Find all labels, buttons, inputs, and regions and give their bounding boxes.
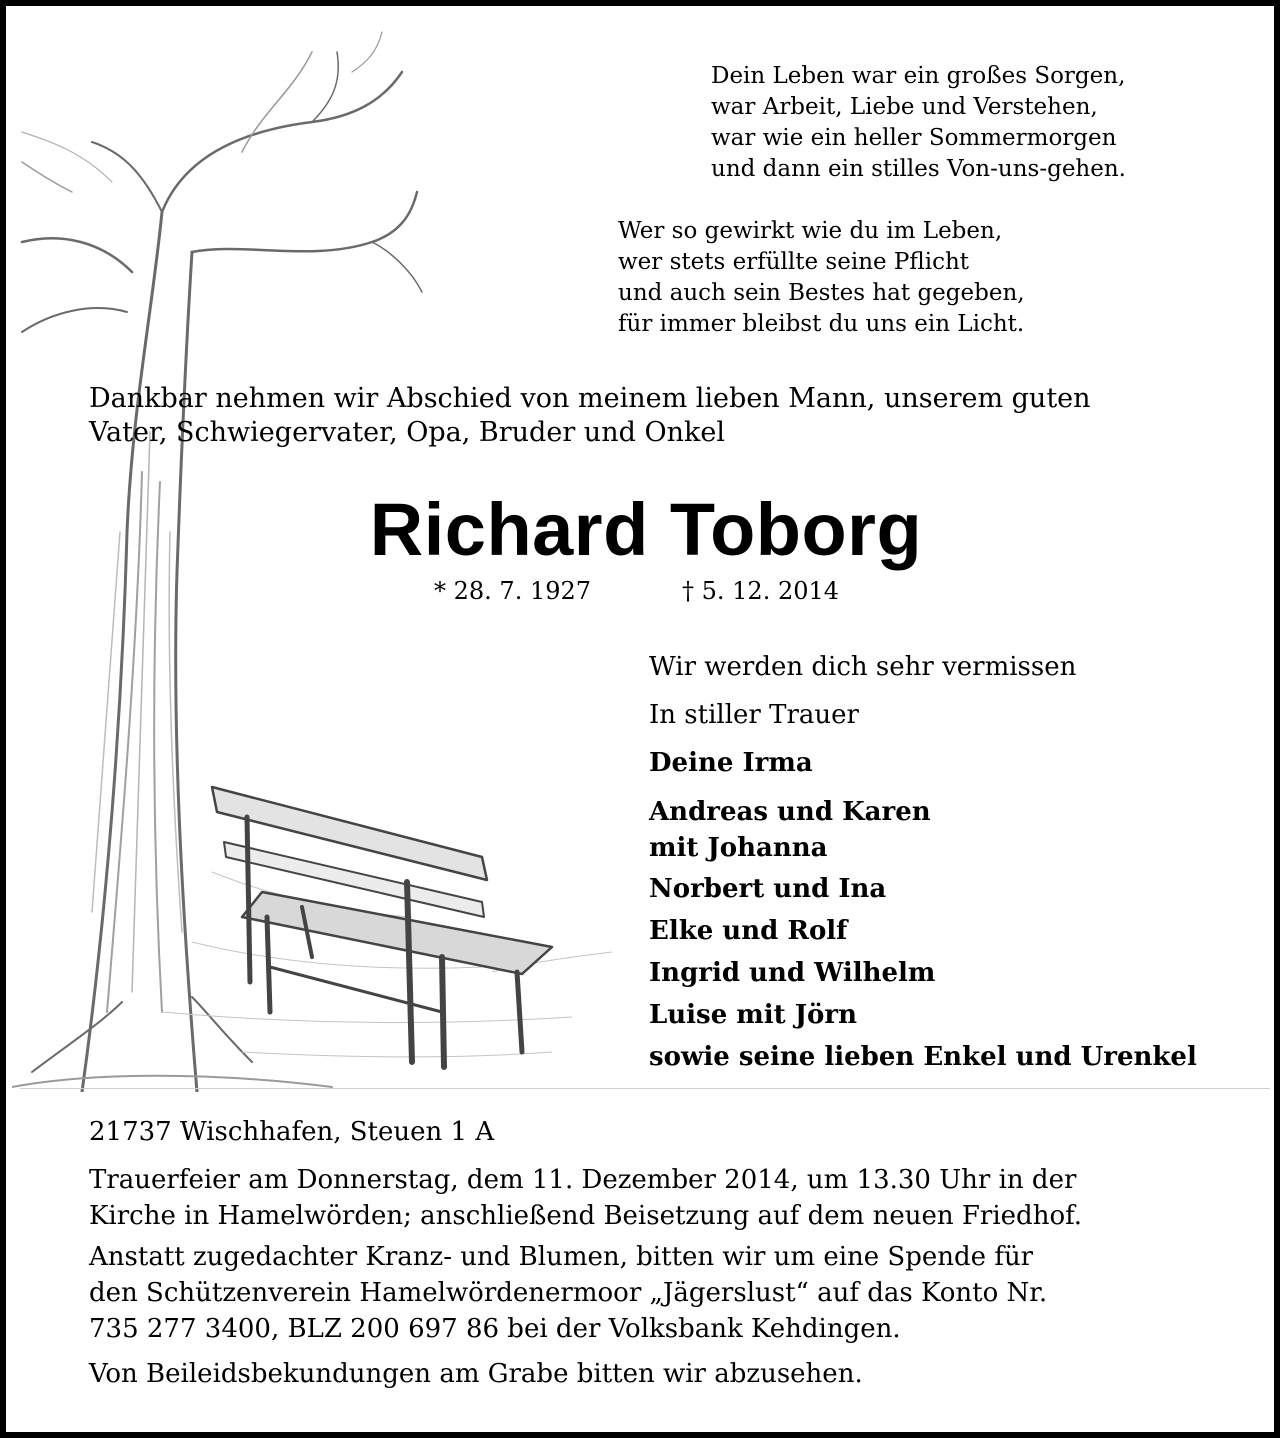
birth-date: * 28. 7. 1927 <box>434 577 592 605</box>
donation-line: den Schützenverein Hamelwördenermoor „Jägerslust“ auf das Konto Nr. <box>89 1278 1048 1308</box>
mourner-line: Luise mit Jörn <box>649 1000 857 1030</box>
funeral-line: Kirche in Hamelwörden; anschließend Beisetzung auf dem neuen Friedhof. <box>89 1201 1083 1231</box>
poem-stanza-2 <box>618 216 1025 340</box>
mourner-line: Norbert und Ina <box>649 874 887 904</box>
poem-line: und dann ein stilles Von-uns-gehen. <box>711 156 1126 182</box>
mourner-line: Deine Irma <box>649 748 813 778</box>
closing-note: Von Beileidsbekundungen am Grabe bitten wir abzusehen. <box>89 1359 863 1389</box>
poem-line: war Arbeit, Liebe und Verstehen, <box>711 94 1098 120</box>
address: 21737 Wischhafen, Steuen 1 A <box>89 1117 495 1147</box>
mourner-line: In stiller Trauer <box>649 700 859 730</box>
mourner-line: Wir werden dich sehr vermissen <box>649 652 1077 682</box>
intro-line: Vater, Schwiegervater, Opa, Bruder und Onkel <box>89 417 725 448</box>
poem-line: wer stets erfüllte seine Pflicht <box>618 249 970 275</box>
donation-line: Anstatt zugedachter Kranz- und Blumen, bitten wir um eine Spende für <box>89 1242 1034 1272</box>
donation-line: 735 277 3400, BLZ 200 697 86 bei der Volksbank Kehdingen. <box>89 1314 901 1344</box>
poem-line: Wer so gewirkt wie du im Leben, <box>618 218 1003 244</box>
mourner-line: Andreas und Karen <box>649 797 931 827</box>
poem-line: war wie ein heller Sommermorgen <box>711 125 1117 151</box>
death-date: † 5. 12. 2014 <box>682 577 840 605</box>
ground-shading <box>162 872 612 1057</box>
funeral-info <box>89 1162 1082 1234</box>
donation-info <box>89 1239 1047 1347</box>
mourner-line: Elke und Rolf <box>649 916 848 946</box>
bench-icon <box>212 787 552 1067</box>
deceased-name: Richard Toborg <box>369 488 923 571</box>
funeral-line: Trauerfeier am Donnerstag, dem 11. Dezember 2014, um 13.30 Uhr in der <box>89 1165 1077 1195</box>
mourner-line: sowie seine lieben Enkel und Urenkel <box>649 1042 1197 1072</box>
mourner-line: Ingrid und Wilhelm <box>649 958 936 988</box>
divider <box>20 1088 1270 1089</box>
poem-stanza-1 <box>711 61 1126 185</box>
intro-text <box>89 382 1091 450</box>
mourner-line: mit Johanna <box>649 833 828 863</box>
intro-line: Dankbar nehmen wir Abschied von meinem lieben Mann, unserem guten <box>89 383 1091 414</box>
poem-line: und auch sein Bestes hat gegeben, <box>618 280 1025 306</box>
poem-line: für immer bleibst du uns ein Licht. <box>618 311 1025 337</box>
poem-line: Dein Leben war ein großes Sorgen, <box>711 63 1126 89</box>
